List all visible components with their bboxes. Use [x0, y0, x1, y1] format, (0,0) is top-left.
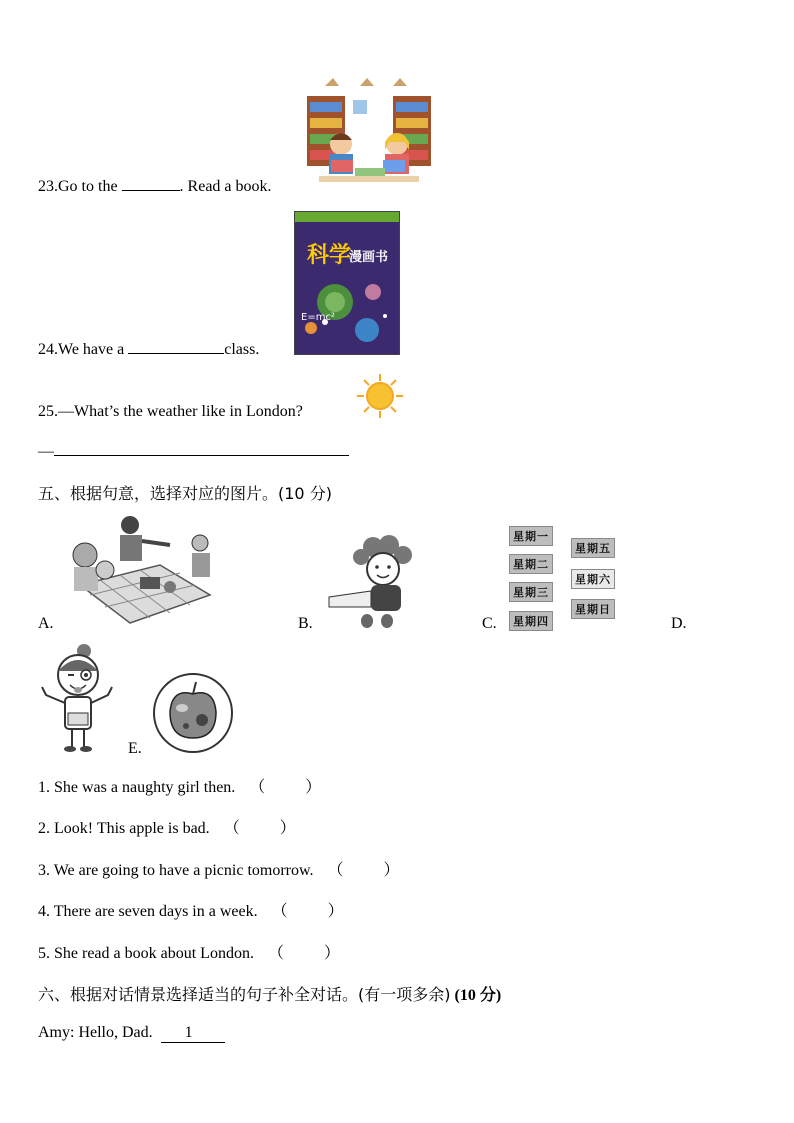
question-text-end: class. [224, 341, 260, 358]
dialog-line-1 [38, 1024, 225, 1043]
weekday-wed: 星期三 [509, 582, 553, 602]
question-text: —What’s the weather like in London? [58, 403, 303, 420]
section-6-score: (10 分) [454, 987, 502, 1004]
question-text: We have a [58, 341, 129, 358]
answer-blank[interactable] [122, 176, 180, 191]
dialog-blank-1[interactable] [161, 1024, 225, 1043]
option-label-d: D. [671, 615, 687, 632]
section-6-title-text: 六、根据对话情景选择适当的句子补全对话。(有一项多余) [38, 985, 451, 1004]
answer-paren[interactable]: （ ） [327, 862, 400, 879]
option-label-c: C. [482, 615, 497, 632]
question-text-end: . Read a book. [179, 178, 272, 195]
question-number: 25. [38, 403, 58, 420]
library-reading-picture [305, 76, 435, 194]
option-label-e: E. [128, 740, 142, 757]
option-label-b: B. [298, 615, 313, 632]
answer-paren[interactable]: （ ） [271, 903, 344, 920]
section-6-title [38, 982, 501, 1005]
item-text: 1. She was a naughty girl then. [38, 779, 236, 796]
question-number: 23. [38, 178, 58, 195]
answer-blank[interactable] [128, 339, 224, 354]
dialog-blank-number: 1 [184, 1024, 193, 1041]
question-24 [38, 339, 259, 359]
question-25-answer [38, 441, 349, 461]
answer-paren[interactable]: （ ） [249, 779, 322, 796]
answer-paren[interactable]: （ ） [223, 820, 296, 837]
picnic-picture [60, 515, 228, 627]
book-formula: E=mc² [301, 312, 335, 323]
weekday-fri: 星期五 [571, 538, 615, 558]
question-23 [38, 176, 272, 196]
section-5-title: 五、根据句意，选择对应的图片。(10 分) [38, 484, 332, 503]
question-25 [38, 403, 303, 421]
item-text: 4. There are seven days in a week. [38, 903, 258, 920]
item-2 [38, 815, 296, 838]
item-1 [38, 774, 321, 797]
answer-blank[interactable] [54, 441, 349, 456]
weekday-tue: 星期二 [509, 554, 553, 574]
bad-apple-picture [152, 672, 234, 754]
dialog-speaker-text: Amy: Hello, Dad. [38, 1024, 153, 1041]
naughty-girl-picture [38, 643, 116, 755]
weekdays-picture [505, 522, 625, 632]
science-comic-book-cover [294, 211, 400, 355]
answer-dash: — [38, 443, 54, 460]
book-title: 科学 [307, 243, 352, 268]
weekday-sun: 星期日 [571, 599, 615, 619]
item-5 [38, 940, 340, 963]
answer-paren[interactable]: （ ） [267, 945, 340, 962]
item-text: 2. Look! This apple is bad. [38, 820, 210, 837]
weekday-mon: 星期一 [509, 526, 553, 546]
item-3 [38, 857, 400, 880]
item-4 [38, 898, 344, 921]
option-label-a: A. [38, 615, 54, 632]
item-text: 5. She read a book about London. [38, 945, 254, 962]
weekday-thu: 星期四 [509, 611, 553, 631]
weekday-sat: 星期六 [571, 569, 615, 589]
question-text: Go to the [58, 178, 122, 195]
girl-reading-picture [325, 535, 430, 629]
question-number: 24. [38, 341, 58, 358]
item-text: 3. We are going to have a picnic tomorrow. [38, 862, 314, 879]
sun-icon [356, 373, 404, 419]
book-subtitle: 漫画书 [349, 250, 389, 265]
